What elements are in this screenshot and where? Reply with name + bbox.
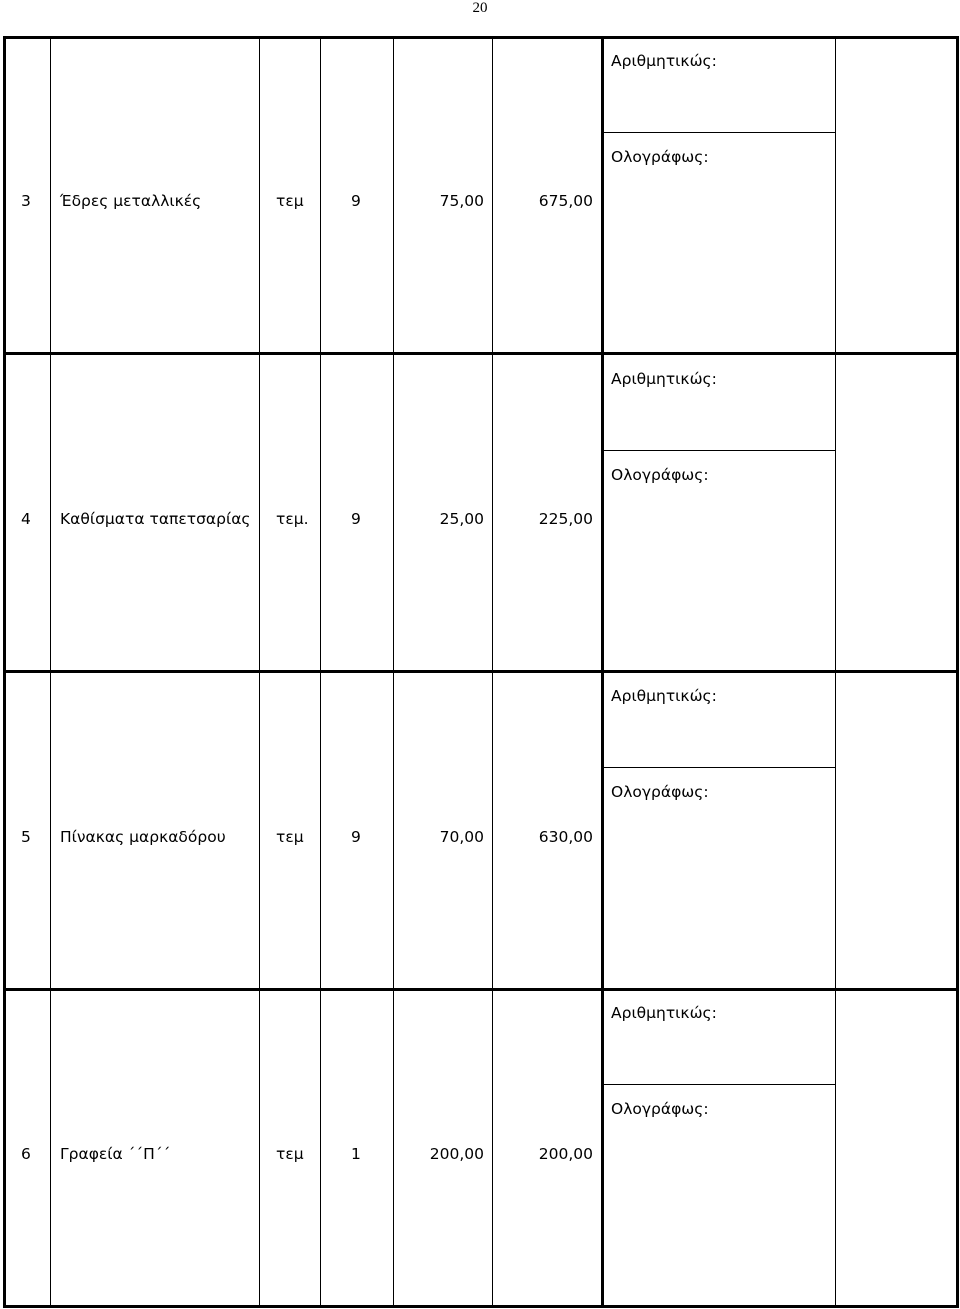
label-divider (603, 767, 835, 768)
label-numeric: Αριθμητικώς: (611, 52, 717, 70)
label-words: Ολογράφως: (611, 1100, 709, 1118)
label-numeric: Αριθμητικώς: (611, 1004, 717, 1022)
item-unit: τεμ (276, 192, 304, 210)
row-divider (3, 352, 959, 355)
label-divider (603, 1084, 835, 1085)
item-total: 225,00 (538, 510, 593, 528)
item-description: Καθίσματα ταπετσαρίας (60, 510, 251, 528)
item-total: 675,00 (538, 192, 593, 210)
item-unit: τεμ (276, 1145, 304, 1163)
item-description: Έδρες μεταλλικές (60, 192, 202, 210)
item-description: Γραφεία ΄΄Π΄΄ (60, 1145, 171, 1163)
label-words: Ολογράφως: (611, 783, 709, 801)
item-total: 630,00 (538, 828, 593, 846)
label-words: Ολογράφως: (611, 466, 709, 484)
label-divider (603, 450, 835, 451)
item-unit-price: 70,00 (439, 828, 484, 846)
item-unit: τεμ (276, 828, 304, 846)
item-unit-price: 25,00 (439, 510, 484, 528)
label-words: Ολογράφως: (611, 148, 709, 166)
item-total: 200,00 (538, 1145, 593, 1163)
item-number: 4 (21, 510, 31, 528)
item-quantity: 9 (351, 510, 361, 528)
item-quantity: 1 (351, 1145, 361, 1163)
item-quantity: 9 (351, 828, 361, 846)
label-numeric: Αριθμητικώς: (611, 687, 717, 705)
row-divider (3, 988, 959, 991)
label-divider (603, 132, 835, 133)
item-quantity: 9 (351, 192, 361, 210)
label-numeric: Αριθμητικώς: (611, 370, 717, 388)
item-unit-price: 75,00 (439, 192, 484, 210)
table-border-bottom (3, 1305, 959, 1308)
row-divider (3, 670, 959, 673)
item-description: Πίνακας μαρκαδόρου (60, 828, 226, 846)
item-number: 5 (21, 828, 31, 846)
item-number: 6 (21, 1145, 31, 1163)
item-unit-price: 200,00 (429, 1145, 484, 1163)
item-unit: τεμ. (276, 510, 309, 528)
item-number: 3 (21, 192, 31, 210)
table-border-top (3, 36, 959, 39)
page-number: 20 (472, 0, 488, 16)
